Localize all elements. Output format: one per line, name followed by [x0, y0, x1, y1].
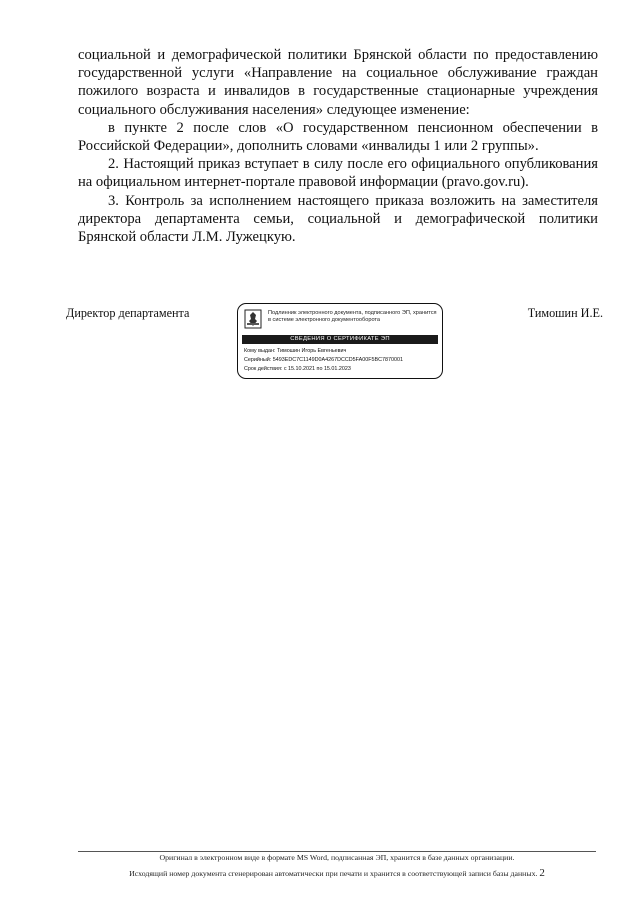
page-number: 2	[539, 867, 545, 879]
stamp-issued-to: Кому выдан: Тимошин Игорь Евгеньевич	[244, 348, 347, 354]
stamp-header-text: Подлинник электронного документа, подписанного ЭП, хранится в системе электронного документооборота	[268, 310, 437, 323]
coat-of-arms-icon	[244, 309, 262, 329]
stamp-band-title: СВЕДЕНИЯ О СЕРТИФИКАТЕ ЭП	[242, 335, 438, 344]
electronic-signature-stamp	[237, 303, 443, 379]
paragraph-continuation: социальной и демографической политики Брянской области по предоставлению государственной услуги «Направление на социальное обслуживание граждан пожилого возраста и инвалидов в государственные стационарные учреждения социального обслуживания населения» следующее изменение:	[78, 47, 598, 118]
paragraph-amendment: в пункте 2 после слов «О государственном пенсионном обеспечении в Российской Федерации», дополнить словами «инвалиды 1 или 2 группы».	[78, 119, 598, 155]
paragraph-effective-date: 2. Настоящий приказ вступает в силу после его официального опубликования на официальном интернет-портале правовой информации (pravo.gov.ru).	[78, 156, 598, 191]
stamp-validity: Срок действия: с 15.10.2021 по 15.01.2023	[244, 366, 351, 372]
document-body	[78, 46, 598, 246]
footer-line-number	[78, 867, 596, 879]
stamp-serial: Серийный: 5493EDC7C1149D0A4267DCCD5FA00F5BC7870001	[244, 357, 404, 363]
paragraph-control: 3. Контроль за исполнением настоящего приказа возложить на заместителя директора департамента семьи, социальной и демографической политики Брянской области Л.М. Лужецкую.	[78, 192, 598, 246]
signer-name: Тимошин И.Е.	[527, 306, 603, 320]
footer-line-original	[78, 853, 596, 862]
signer-position: Директор департамента	[66, 306, 190, 320]
footer-divider	[78, 851, 596, 852]
footer-text-1: Оригинал в электронном виде в формате MS Word, подписанная ЭП, хранится в базе данных организации.	[159, 853, 515, 862]
footer-text-2: Исходящий номер документа сгенерирован автоматически при печати и хранится в соответствующей записи базы данных.	[129, 869, 538, 878]
